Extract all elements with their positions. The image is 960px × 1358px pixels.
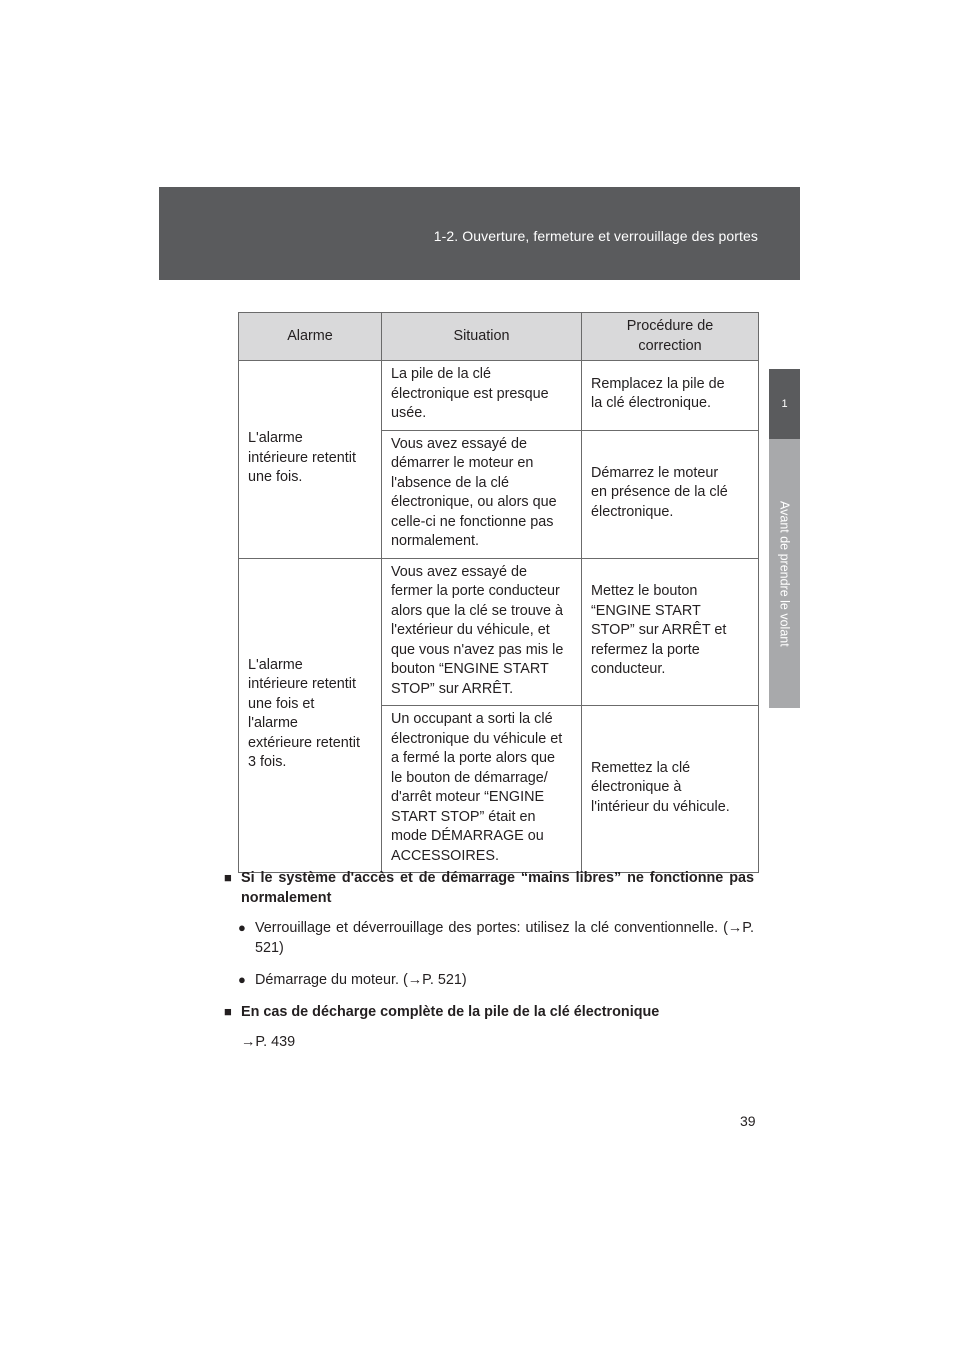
procedure-cell: Démarrez le moteur en présence de la clé électronique. [582,430,759,558]
situation-cell: La pile de la clé électronique est presque usée. [382,361,582,431]
notes-section [224,868,754,1052]
bullet-text: Verrouillage et déverrouillage des portes: utilisez la clé conventionnelle. (→P. 521) [255,920,754,956]
header-situation: Situation [382,313,582,361]
section-title: 1-2. Ouverture, fermeture et verrouillage des portes [433,228,758,244]
circle-bullet-icon: ● [238,972,246,987]
procedure-cell: Remettez la clé électronique à l'intérieur du véhicule. [582,706,759,873]
situation-cell: Un occupant a sorti la clé électronique du véhicule et a fermé la porte alors que le bouton de démarrage/ d'arrêt moteur “ENGINE START STOP” était en mode DÉMARRAGE ou ACCESSOIRES. [382,706,582,873]
square-bullet-icon: ■ [224,1004,232,1019]
alarm-table [238,312,759,873]
procedure-cell: Remplacez la pile de la clé électronique. [582,361,759,431]
header-band [159,187,800,280]
table-header-row [239,313,759,361]
page-number: 39 [740,1113,756,1129]
alarm-cell: L'alarme intérieure retentit une fois. [239,361,382,559]
bullet-text: Démarrage du moteur. (→P. 521) [255,972,467,988]
heading-text: En cas de décharge complète de la pile de la clé électronique [241,1004,660,1020]
table-row [239,558,759,706]
bullet-item [224,918,754,958]
table-row [239,361,759,431]
bullet-item [224,970,754,990]
situation-cell: Vous avez essayé de fermer la porte conducteur alors que la clé se trouve à l'extérieur du véhicule, et que vous n'avez pas mis le bouton “ENGINE START STOP” sur ARRÊT. [382,558,582,706]
circle-bullet-icon: ● [238,920,246,935]
square-bullet-icon: ■ [224,870,232,885]
header-procedure: Procédure de correction [582,313,759,361]
header-alarm: Alarme [239,313,382,361]
heading-item [224,1002,754,1022]
situation-cell: Vous avez essayé de démarrer le moteur en l'absence de la clé électronique, ou alors que celle-ci ne fonctionne pas normalement. [382,430,582,558]
chapter-label-text: Avant de prendre le volant [777,500,792,647]
heading-item [224,868,754,908]
page-reference: →P. 439 [241,1034,296,1050]
procedure-cell: Mettez le bouton “ENGINE START STOP” sur ARRÊT et refermez la porte conducteur. [582,558,759,706]
chapter-label [769,439,800,708]
heading-text: Si le système d'accès et de démarrage “mains libres” ne fonctionne pas normalement [241,870,754,906]
chapter-tab: 1 [769,369,800,439]
alarm-cell: L'alarme intérieure retentit une fois et l'alarme extérieure retentit 3 fois. [239,558,382,873]
